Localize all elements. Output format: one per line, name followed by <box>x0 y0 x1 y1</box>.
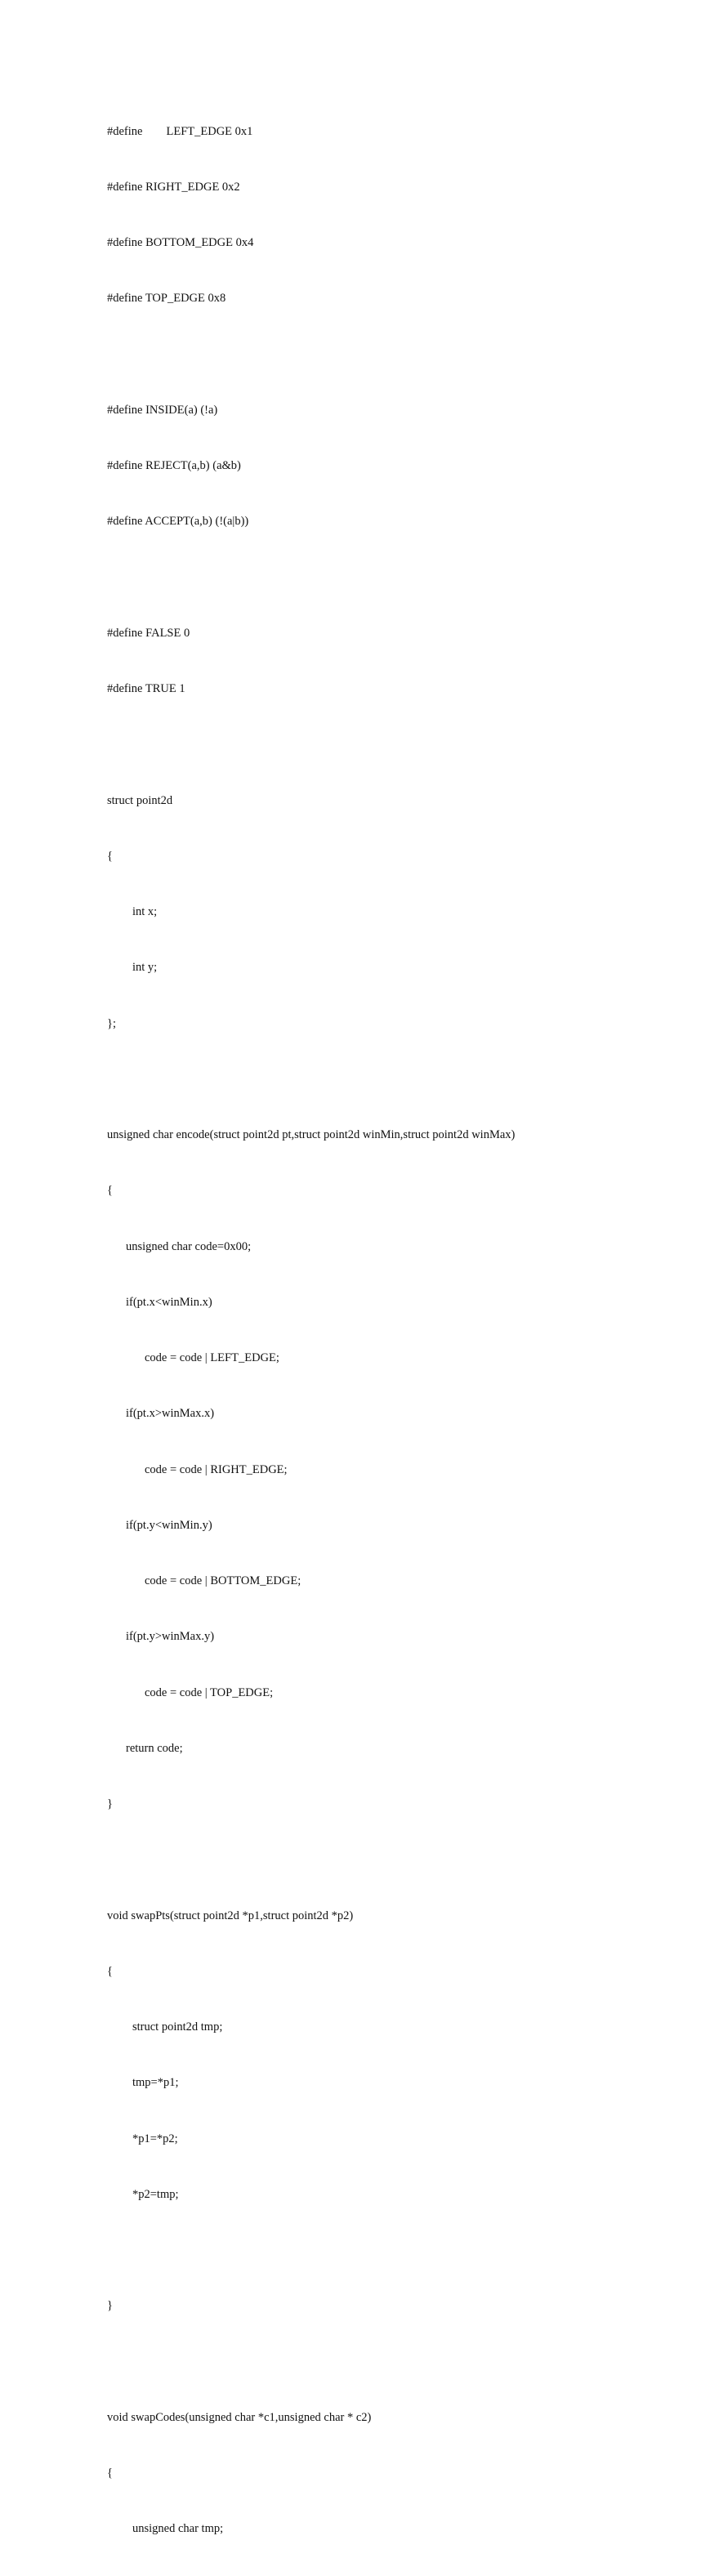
code-line-8: #define ACCEPT(a,b) (!(a|b)) <box>107 515 249 529</box>
code-line-4: #define TOP_EDGE 0x8 <box>107 292 226 306</box>
code-line-19: unsigned char encode(struct point2d pt,struct point2d winMin,struct point2d winMax) <box>107 1128 516 1141</box>
code-line-31: } <box>107 1797 113 1810</box>
code-line-42: void swapCodes(unsigned char *c1,unsigned char * c2) <box>107 2410 372 2424</box>
code-line-20: { <box>107 1184 113 1198</box>
blank-line <box>107 2241 515 2260</box>
code-line-30: return code; <box>126 1741 183 1755</box>
code-line-44: unsigned char tmp; <box>132 2522 224 2536</box>
code-line-25: code = code | RIGHT_EDGE; <box>145 1462 288 1476</box>
code-line-33: void swapPts(struct point2d *p1,struct point2d *p2) <box>107 1909 354 1922</box>
code-line-7: #define REJECT(a,b) (a&b) <box>107 459 241 472</box>
code-line-11: #define TRUE 1 <box>107 682 185 695</box>
code-line-36: tmp=*p1; <box>132 2076 179 2090</box>
code-line-3: #define BOTTOM_EDGE 0x4 <box>107 236 254 249</box>
code-line-26: if(pt.y<winMin.y) <box>126 1518 212 1532</box>
define-left-edge: LEFT_EDGE 0x1 <box>166 124 253 138</box>
code-line-29: code = code | TOP_EDGE; <box>145 1685 274 1699</box>
code-line-23: code = code | LEFT_EDGE; <box>145 1351 279 1364</box>
code-line-37: *p1=*p2; <box>132 2132 178 2145</box>
blank-line <box>107 1851 515 1869</box>
blank-line <box>107 1070 515 1089</box>
code-line-15: int x; <box>132 905 158 918</box>
code-line-16: int y; <box>132 961 158 975</box>
code-line-24: if(pt.x>winMax.x) <box>126 1407 215 1421</box>
code-line-2: #define RIGHT_EDGE 0x2 <box>107 180 240 194</box>
code-line-43: { <box>107 2467 113 2480</box>
blank-line <box>107 2353 515 2372</box>
code-line-35: struct point2d tmp; <box>132 2020 223 2034</box>
code-line-40: } <box>107 2299 113 2313</box>
code-block <box>107 85 515 2576</box>
code-line-13: struct point2d <box>107 793 173 807</box>
define-keyword: #define <box>107 124 143 138</box>
code-line-14: { <box>107 849 113 863</box>
blank-line <box>107 346 515 364</box>
code-line-34: { <box>107 1964 113 1978</box>
code-line-17: }; <box>107 1016 116 1030</box>
code-line-1 <box>107 123 515 141</box>
code-line-27: code = code | BOTTOM_EDGE; <box>145 1574 301 1587</box>
blank-line <box>107 735 515 754</box>
code-line-6: #define INSIDE(a) (!a) <box>107 403 218 417</box>
code-line-10: #define FALSE 0 <box>107 626 190 640</box>
code-line-22: if(pt.x<winMin.x) <box>126 1295 212 1309</box>
code-line-21: unsigned char code=0x00; <box>126 1239 252 1253</box>
blank-line <box>107 569 515 587</box>
code-line-38: *p2=tmp; <box>132 2187 179 2201</box>
code-line-28: if(pt.y>winMax.y) <box>126 1630 215 1644</box>
